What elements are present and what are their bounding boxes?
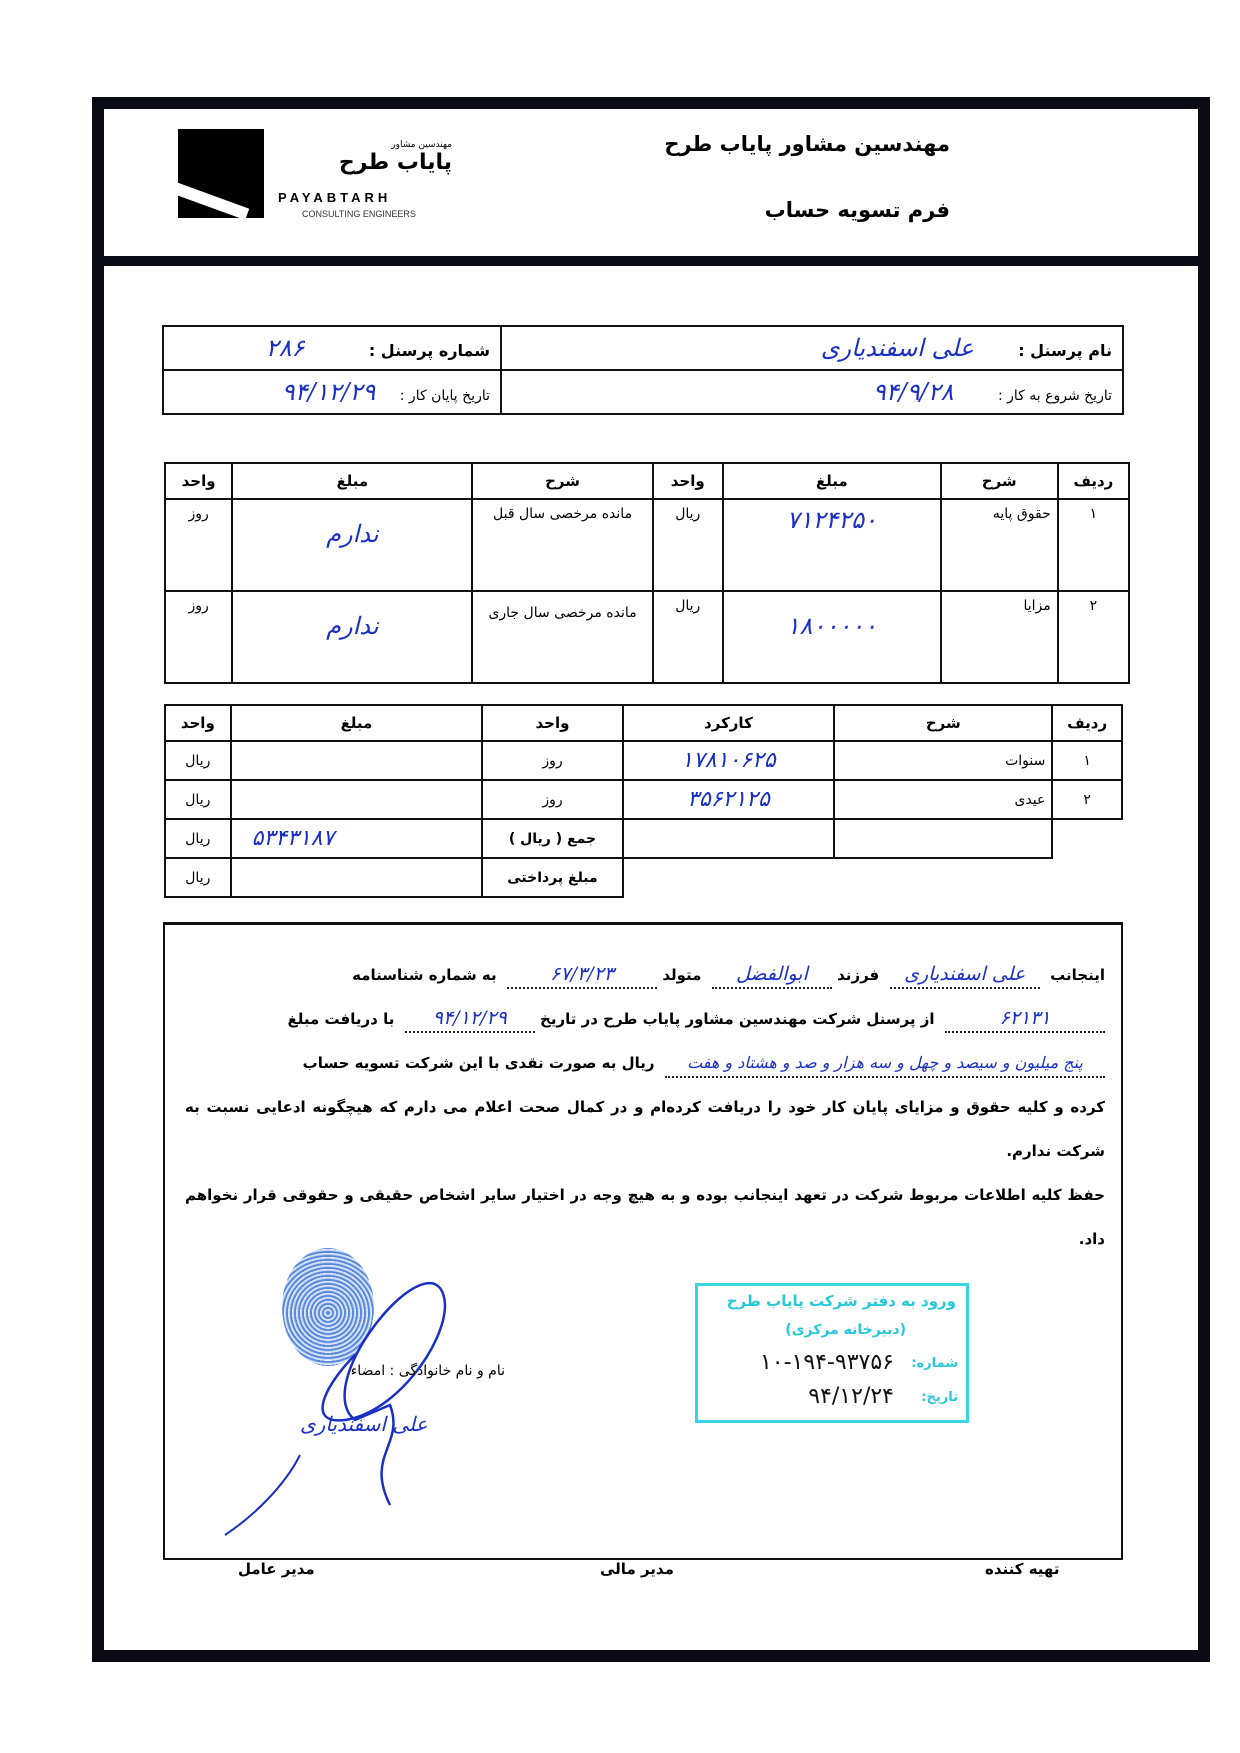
row-desc2: مانده مرخصی سال قبل <box>472 499 652 591</box>
row-unit2: ریال <box>165 741 231 780</box>
footer-ceo: مدیر عامل <box>238 1560 315 1578</box>
word: متولد <box>662 966 702 984</box>
empty-cell <box>1052 858 1122 897</box>
table-header-row <box>165 463 1129 499</box>
end-date-value[interactable]: ۹۴/۱۲/۲۹ <box>281 378 376 406</box>
paid-label: مبلغ پرداختی <box>482 858 622 897</box>
col-header: واحد <box>165 463 232 499</box>
table-row <box>165 499 1129 591</box>
word: اینجانب <box>1050 966 1105 984</box>
salary-table <box>164 462 1130 684</box>
col-header: شرح <box>834 705 1052 741</box>
col-header: مبلغ <box>231 705 483 741</box>
declaration-line-5: حفظ کلیه اطلاعات مربوط شرکت در تعهد اینجانب بوده و به هیچ وجه در اختیار سایر اشخاص حقیقی و حقوقی قرار نخواهم داد. <box>185 1186 1105 1248</box>
empty-cell <box>623 858 835 897</box>
number-cell <box>163 326 501 370</box>
signature-scribble-icon <box>215 1245 475 1545</box>
start-date-cell <box>501 370 1123 414</box>
declaration-box <box>163 922 1123 1560</box>
row-amount[interactable]: ۱۸۰۰۰۰۰ <box>723 591 941 683</box>
footer-finance-manager: مدیر مالی <box>600 1560 674 1578</box>
row-desc: حقوق پایه <box>941 499 1058 591</box>
logo-fa-subtitle: مهندسین مشاور <box>391 140 452 150</box>
word: فرزند <box>837 966 880 984</box>
start-date-value[interactable]: ۹۴/۹/۲۸ <box>872 378 954 406</box>
row-work[interactable]: ۳۵۶۲۱۲۵ <box>623 780 835 819</box>
start-date-label: تاریخ شروع به کار : <box>997 388 1112 404</box>
father-name[interactable]: ابوالفضل <box>712 961 832 989</box>
col-header: کارکرد <box>623 705 835 741</box>
footer-prepared-by: تهیه کننده <box>985 1560 1060 1578</box>
stamp-number-label: شماره: <box>911 1356 958 1371</box>
signature-name: علی اسفندیاری <box>300 1412 428 1436</box>
registry-stamp <box>695 1283 969 1423</box>
signature-label: نام و نام خانوادگی : امضاء <box>350 1363 505 1379</box>
row-desc: عیدی <box>834 780 1052 819</box>
row-index: ۱ <box>1058 499 1129 591</box>
empty-cell <box>1052 819 1122 858</box>
birth-date[interactable]: ۶۷/۳/۲۳ <box>507 961 657 989</box>
declaration-text <box>185 953 1105 1261</box>
col-header: ردیف <box>1052 705 1122 741</box>
row-unit: ریال <box>653 591 723 683</box>
word: به شماره شناسنامه <box>352 966 497 984</box>
table-row <box>165 780 1122 819</box>
empty-cell <box>834 819 1052 858</box>
row-unit: ریال <box>653 499 723 591</box>
end-date-label: تاریخ پایان کار : <box>399 388 490 404</box>
form-title: فرم تسویه حساب <box>764 198 950 222</box>
end-date-cell <box>163 370 501 414</box>
row-unit: روز <box>482 741 622 780</box>
row-desc: سنوات <box>834 741 1052 780</box>
row-amount[interactable] <box>231 741 483 780</box>
name-cell <box>501 326 1123 370</box>
row-unit2: ریال <box>165 780 231 819</box>
row-unit2: روز <box>165 591 232 683</box>
logo-en-name: PAYABTARH <box>278 190 392 205</box>
empty-cell <box>834 858 1052 897</box>
company-logo-mark <box>178 129 264 218</box>
row-desc: مزایا <box>941 591 1058 683</box>
empty-cell <box>623 819 835 858</box>
id-number[interactable]: ۶۲۱۳۱ <box>945 1005 1105 1033</box>
stamp-number-value: ۱۰-۱۹۴-۹۳۷۵۶ <box>759 1350 894 1375</box>
header-divider <box>104 256 1198 266</box>
row-index: ۱ <box>1052 741 1122 780</box>
col-header: مبلغ <box>723 463 941 499</box>
company-title: مهندسین مشاور پایاب طرح <box>664 132 950 156</box>
logo-en-subtitle: CONSULTING ENGINEERS <box>302 209 416 219</box>
table-row <box>165 741 1122 780</box>
total-label: جمع ( ریال ) <box>482 819 622 858</box>
logo-fa-name: پایاب طرح <box>338 150 452 175</box>
stamp-date-value: ۹۴/۱۲/۲۴ <box>808 1384 894 1409</box>
stamp-line-1: ورود به دفتر شرکت پایاب طرح <box>726 1292 956 1310</box>
col-header: ردیف <box>1058 463 1129 499</box>
severance-table <box>164 704 1123 898</box>
word: با دریافت مبلغ <box>287 1010 395 1028</box>
paid-value[interactable] <box>231 858 483 897</box>
row-amount2[interactable]: ندارم <box>232 591 472 683</box>
col-header: واحد <box>165 705 231 741</box>
row-unit: روز <box>482 780 622 819</box>
row-index: ۲ <box>1058 591 1129 683</box>
table-row <box>165 591 1129 683</box>
row-unit2: روز <box>165 499 232 591</box>
word: ریال به صورت نقدی با این شرکت تسویه حساب <box>302 1054 655 1072</box>
amount-in-words[interactable]: پنج میلیون و سیصد و چهل و سه هزار و صد و هشتاد و هفت <box>665 1050 1105 1078</box>
personnel-number-label: شماره پرسنل : <box>368 341 490 360</box>
col-header: شرح <box>941 463 1058 499</box>
col-header: واحد <box>482 705 622 741</box>
name-label: نام پرسنل : <box>1018 341 1112 360</box>
personnel-info-table <box>162 325 1124 415</box>
row-desc2: مانده مرخصی سال جاری <box>472 591 652 683</box>
col-header: واحد <box>653 463 723 499</box>
declaration-line-4: کرده و کلیه حقوق و مزایای پایان کار خود را دریافت کرده‌ام و در کمال صحت اعلام می دارم که هیچگونه ادعایی نسبت به شرکت ندارم. <box>185 1098 1105 1160</box>
total-row <box>165 819 1122 858</box>
name-value[interactable]: علی اسفندیاری <box>820 334 974 362</box>
table-header-row <box>165 705 1122 741</box>
row-amount[interactable] <box>231 780 483 819</box>
total-value[interactable]: ۵۳۴۳۱۸۷ <box>231 819 483 858</box>
paid-unit: ریال <box>165 858 231 897</box>
settlement-date[interactable]: ۹۴/۱۲/۲۹ <box>405 1005 535 1033</box>
row-amount2[interactable]: ندارم <box>232 499 472 591</box>
word: از پرسنل شرکت مهندسین مشاور پایاب طرح در تاریخ <box>540 1010 935 1028</box>
declarant-name[interactable]: علی اسفندیاری <box>890 961 1040 989</box>
paid-row <box>165 858 1122 897</box>
row-work[interactable]: ۱۷۸۱۰۶۲۵ <box>623 741 835 780</box>
col-header: مبلغ <box>232 463 472 499</box>
stamp-date-label: تاریخ: <box>921 1390 958 1405</box>
col-header: شرح <box>472 463 652 499</box>
row-amount[interactable]: ۷۱۲۴۲۵۰ <box>723 499 941 591</box>
total-unit: ریال <box>165 819 231 858</box>
row-index: ۲ <box>1052 780 1122 819</box>
stamp-line-2: (دبیرخانه مرکزی) <box>785 1322 906 1338</box>
personnel-number-value[interactable]: ۲۸۶ <box>265 334 305 362</box>
